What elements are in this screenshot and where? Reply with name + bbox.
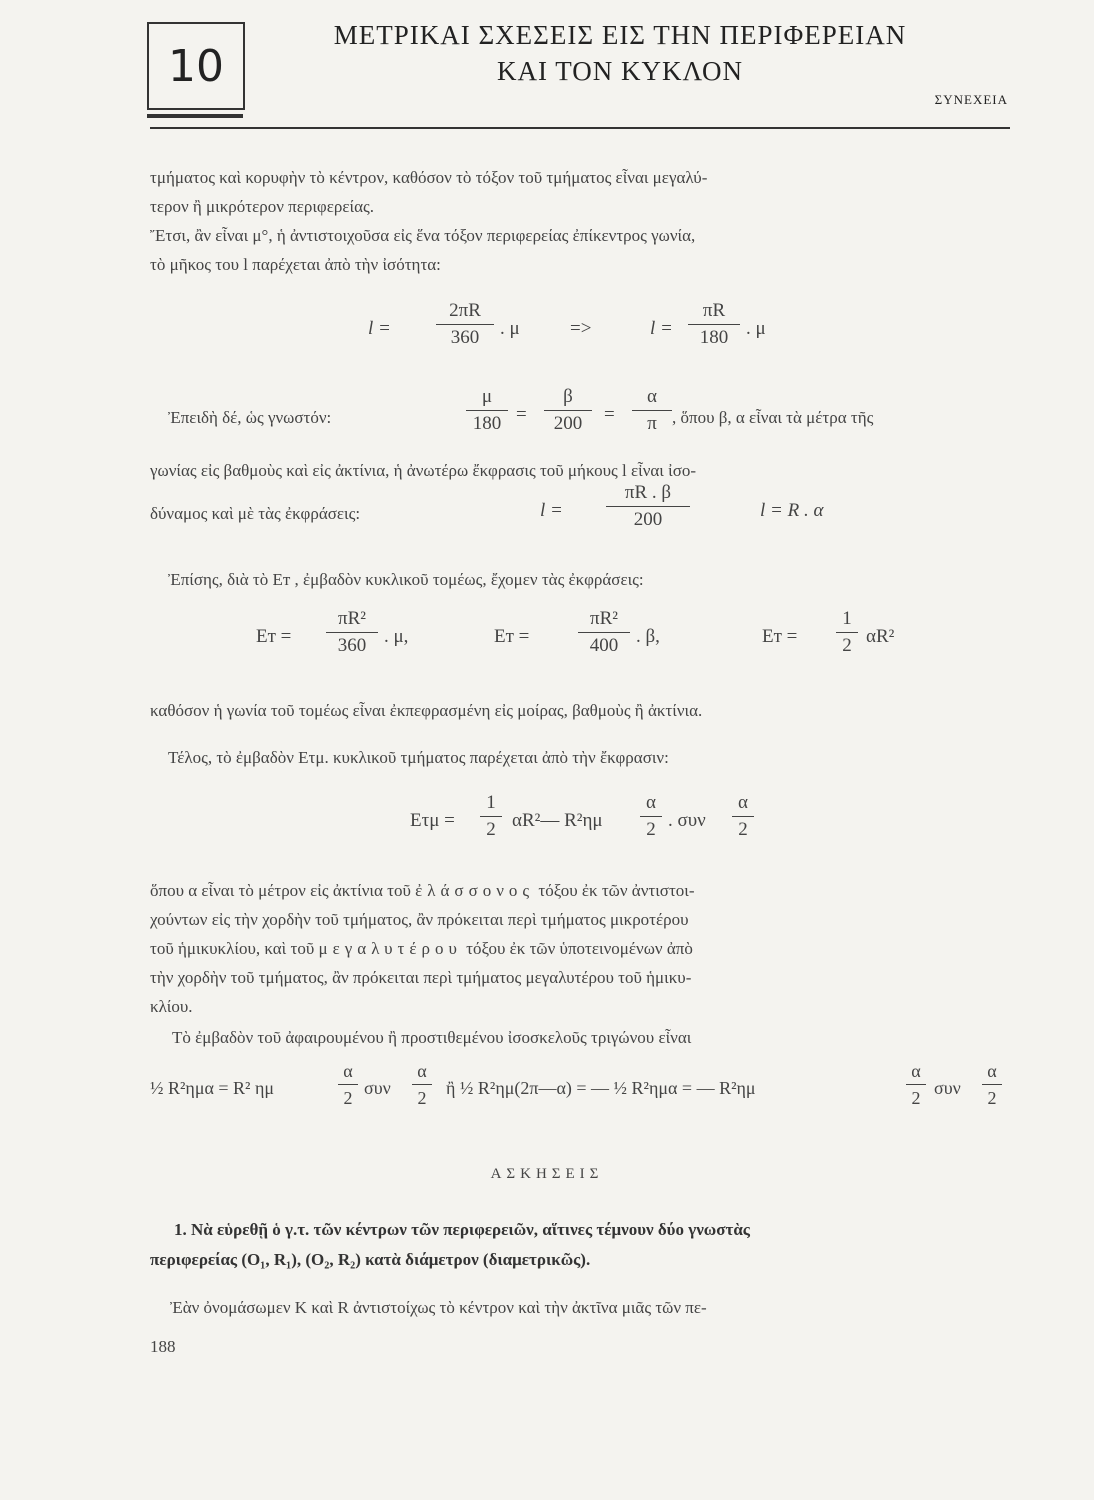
fraction: 1 2 [480, 792, 502, 841]
formula-term: ½ R²ημα = R² ημ [150, 1078, 275, 1098]
formula-lhs: Eᴛ = [256, 626, 292, 647]
page-number: 188 [150, 1337, 176, 1356]
fraction: α 2 [640, 792, 662, 841]
text-line: τὴν χορδὴν τοῦ τμήματος, ἂν πρόκειται περὶ τμήματος μεγαλυτέρου τοῦ ἡμικυ- [150, 968, 692, 987]
fraction: πR 180 [688, 300, 740, 349]
formula-lhs: Eᴛ = [494, 626, 530, 647]
chapter-number: 10 [168, 40, 224, 92]
formula-term: συν [934, 1078, 961, 1098]
fraction: α 2 [982, 1060, 1002, 1109]
equals-sign: = [516, 404, 527, 425]
text-line: τερον ἢ μικρότερον περιφερείας. [150, 197, 374, 216]
fraction: α 2 [338, 1060, 358, 1109]
header-rule [150, 127, 1010, 129]
formula-term: . μ [746, 318, 766, 339]
text-line: Ἐπειδὴ δέ, ὡς γνωστόν: [168, 408, 332, 427]
formula-lhs: Eτμ = [410, 810, 455, 831]
formula-term: ἢ ½ R²ημ(2π—α) = — ½ R²ημα = — R²ημ [446, 1078, 756, 1098]
formula-lhs: l = [368, 318, 391, 339]
fraction: πR² 360 [326, 608, 378, 657]
text-line: δύναμος καὶ μὲ τὰς ἐκφράσεις: [150, 504, 361, 523]
text-line: ὅπου α εἶναι τὸ μέτρον εἰς ἀκτίνια τοῦ ἐλάσσονος τόξου ἐκ τῶν ἀντιστοι- [150, 881, 695, 900]
fraction: α π [632, 386, 672, 435]
text-line: Ἔτσι, ἂν εἶναι μ°, ἡ ἀντιστοιχοῦσα εἰς ἕνα τόξον περιφερείας ἐπίκεντρος γωνία, [150, 226, 696, 245]
equals-sign: = [604, 404, 615, 425]
text-line: χούντων εἰς τὴν χορδὴν τοῦ τμήματος, ἂν πρόκειται περὶ τμήματος μικροτέρου [150, 910, 689, 929]
formula-lhs: l = [650, 318, 673, 339]
fraction: μ 180 [466, 386, 508, 435]
fraction: 2πR 360 [436, 300, 494, 349]
implies-arrow: => [570, 318, 592, 339]
formula-lhs: Eᴛ = [762, 626, 798, 647]
text-line: Τὸ ἐμβαδὸν τοῦ ἀφαιρουμένου ἢ προστιθεμένου ἰσοσκελοῦς τριγώνου εἶναι [172, 1028, 692, 1047]
fraction: 1 2 [836, 608, 858, 657]
chapter-title-line2: ΚΑΙ ΤΟΝ ΚΥΚΛΟΝ [497, 56, 743, 86]
fraction: α 2 [732, 792, 754, 841]
text-line: Ἐὰν ὀνομάσωμεν Κ καὶ R ἀντιστοίχως τὸ κέντρον καὶ τὴν ἀκτῖνα μιᾶς τῶν πε- [170, 1298, 707, 1317]
formula-term: . μ, [384, 626, 409, 647]
fraction: β 200 [544, 386, 592, 435]
formula-term: αR²— R²ημ [512, 810, 603, 831]
fraction: α 2 [906, 1060, 926, 1109]
formula-term: . συν [668, 810, 706, 831]
exercise-1-title: 1. Νὰ εὑρεθῇ ὁ γ.τ. τῶν κέντρων τῶν περιφερειῶν, αἵτινες τέμνουν δύο γνωστὰς [174, 1220, 750, 1239]
formula-term: συν [364, 1078, 391, 1098]
text-line: Τέλος, τὸ ἐμβαδὸν Eτμ. κυκλικοῦ τμήματος παρέχεται ἀπὸ τὴν ἔκφρασιν: [168, 748, 669, 767]
text-line: κλίου. [150, 997, 193, 1016]
text-line: , ὅπου β, α εἶναι τὰ μέτρα τῆς [672, 408, 874, 427]
text-line: τὸ μῆκος του l παρέχεται ἀπὸ τὴν ἰσότητα: [150, 255, 441, 274]
formula-lhs: l = [540, 500, 563, 521]
formula-term: . μ [500, 318, 520, 339]
chapter-number-box [147, 22, 245, 110]
fraction: πR² 400 [578, 608, 630, 657]
text-line: Ἐπίσης, διὰ τὸ Eᴛ , ἐμβαδὸν κυκλικοῦ τομέως, ἔχομεν τὰς ἐκφράσεις: [168, 570, 644, 589]
exercise-1-title: περιφερείας (O₁, R₁), (O₂, R₂) κατὰ διάμετρον (διαμετρικῶς). [150, 1250, 591, 1269]
fraction: πR . β 200 [606, 482, 690, 531]
formula-term: . β, [636, 626, 660, 647]
exercises-heading: ΑΣΚΗΣΕΙΣ [490, 1166, 604, 1182]
text-line: τοῦ ἡμικυκλίου, καὶ τοῦ μεγαλυτέρου τόξου ἐκ τῶν ὑποτεινομένων ἀπὸ [150, 939, 693, 958]
text-line: γωνίας εἰς βαθμοὺς καὶ εἰς ἀκτίνια, ἡ ἀνωτέρω ἔκφρασις τοῦ μήκους l εἶναι ἰσο- [150, 461, 697, 480]
text-line: τμήματος καὶ κορυφὴν τὸ κέντρον, καθόσον τὸ τόξον τοῦ τμήματος εἶναι μεγαλύ- [150, 168, 708, 187]
text-line: καθόσον ἡ γωνία τοῦ τομέως εἶναι ἐκπεφρασμένη εἰς μοίρας, βαθμοὺς ἢ ἀκτίνια. [150, 701, 703, 720]
continued-label: ΣΥΝΕΧΕΙΑ [934, 92, 1008, 107]
chapter-title-line1: ΜΕΤΡΙΚΑΙ ΣΧΕΣΕΙΣ ΕΙΣ ΤΗΝ ΠΕΡΙΦΕΡΕΙΑΝ [333, 20, 907, 50]
formula-term: l = R . α [760, 500, 824, 521]
formula-term: αR² [866, 626, 895, 647]
fraction: α 2 [412, 1060, 432, 1109]
